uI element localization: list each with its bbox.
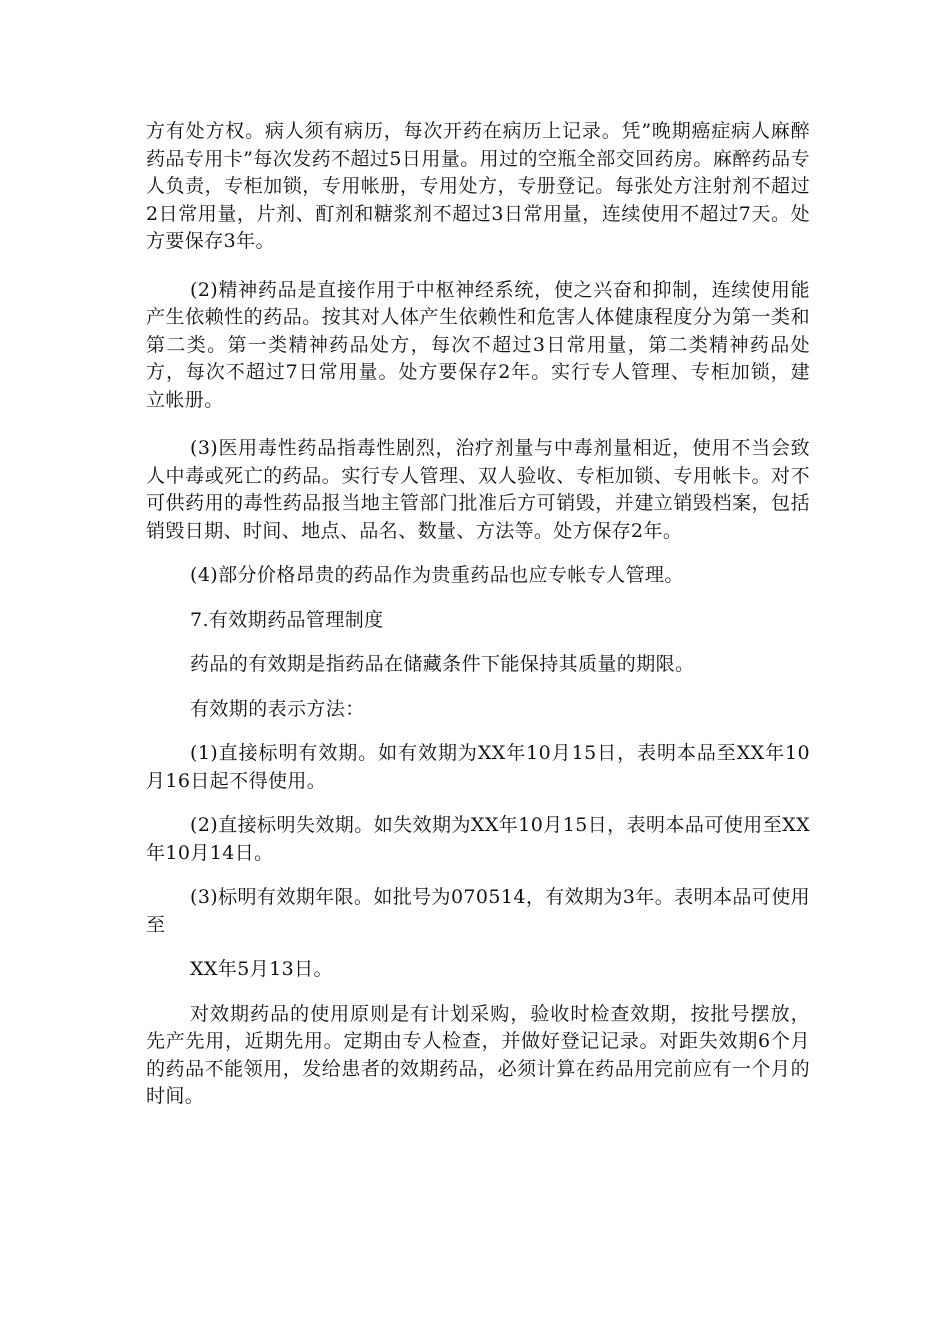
paragraph-expiry-method-3: (3)标明有效期年限。如批号为070514，有效期为3年。表明本品可使用至 <box>146 886 810 936</box>
paragraph-narcotic-rules: 方有处方权。病人须有病历，每次开药在病历上记录。凭”晚期癌症病人麻醉药品专用卡”每次发药不超过5日用量。用过的空瓶全部交回药房。麻醉药品专人负责，专柜加锁，专用帐册，专用处方，专册登记。每张处方注射剂不超过2日常用量，片剂、酊剂和糖浆剂不超过3日常用量，连续使用不超过7天。处方要保存3年。 <box>146 120 810 252</box>
paragraph-expiry-method-1: (1)直接标明有效期。如有效期为XX年10月15日，表明本品至XX年10月16日起不得使用。 <box>146 742 810 792</box>
paragraph-toxic-drugs: (3)医用毒性药品指毒性剧烈，治疗剂量与中毒剂量相近，使用不当会致人中毒或死亡的药品。实行专人管理、双人验收、专柜加锁、专用帐卡。对不可供药用的毒性药品报当地主管部门批准后方可销毁，并建立销毁档案，包括销毁日期、时间、地点、品名、数量、方法等。处方保存2年。 <box>146 437 810 542</box>
document-body <box>146 118 810 1111</box>
paragraph-expiry-usage-principles: 对效期药品的使用原则是有计划采购，验收时检查效期，按批号摆放，先产先用，近期先用。定期由专人检查，并做好登记记录。对距失效期6个月的药品不能领用，发给患者的效期药品，必须计算在药品用完前应有一个月的时间。 <box>146 1002 810 1107</box>
paragraph-psychotropic-drugs: (2)精神药品是直接作用于中枢神经系统，使之兴奋和抑制，连续使用能产生依赖性的药品。按其对人体产生依赖性和危害人体健康程度分为第一类和第二类。第一类精神药品处方，每次不超过3日常用量，第二类精神药品处方，每次不超过7日常用量。处方要保存2年。实行专人管理、专柜加锁，建立帐册。 <box>146 278 810 411</box>
section-heading-expiry-management: 7.有效期药品管理制度 <box>190 608 384 631</box>
paragraph-expiry-method-3-date: XX年5月13日。 <box>190 958 333 980</box>
paragraph-expiry-method-2: (2)直接标明失效期。如失效期为XX年10月15日，表明本品可使用至XX年10月14日。 <box>146 814 810 864</box>
paragraph-expiry-definition: 药品的有效期是指药品在储藏条件下能保持其质量的期限。 <box>190 653 695 675</box>
paragraph-valuable-drugs: (4)部分价格昂贵的药品作为贵重药品也应专帐专人管理。 <box>190 564 684 586</box>
paragraph-expiry-methods-intro: 有效期的表示方法： <box>190 697 365 720</box>
